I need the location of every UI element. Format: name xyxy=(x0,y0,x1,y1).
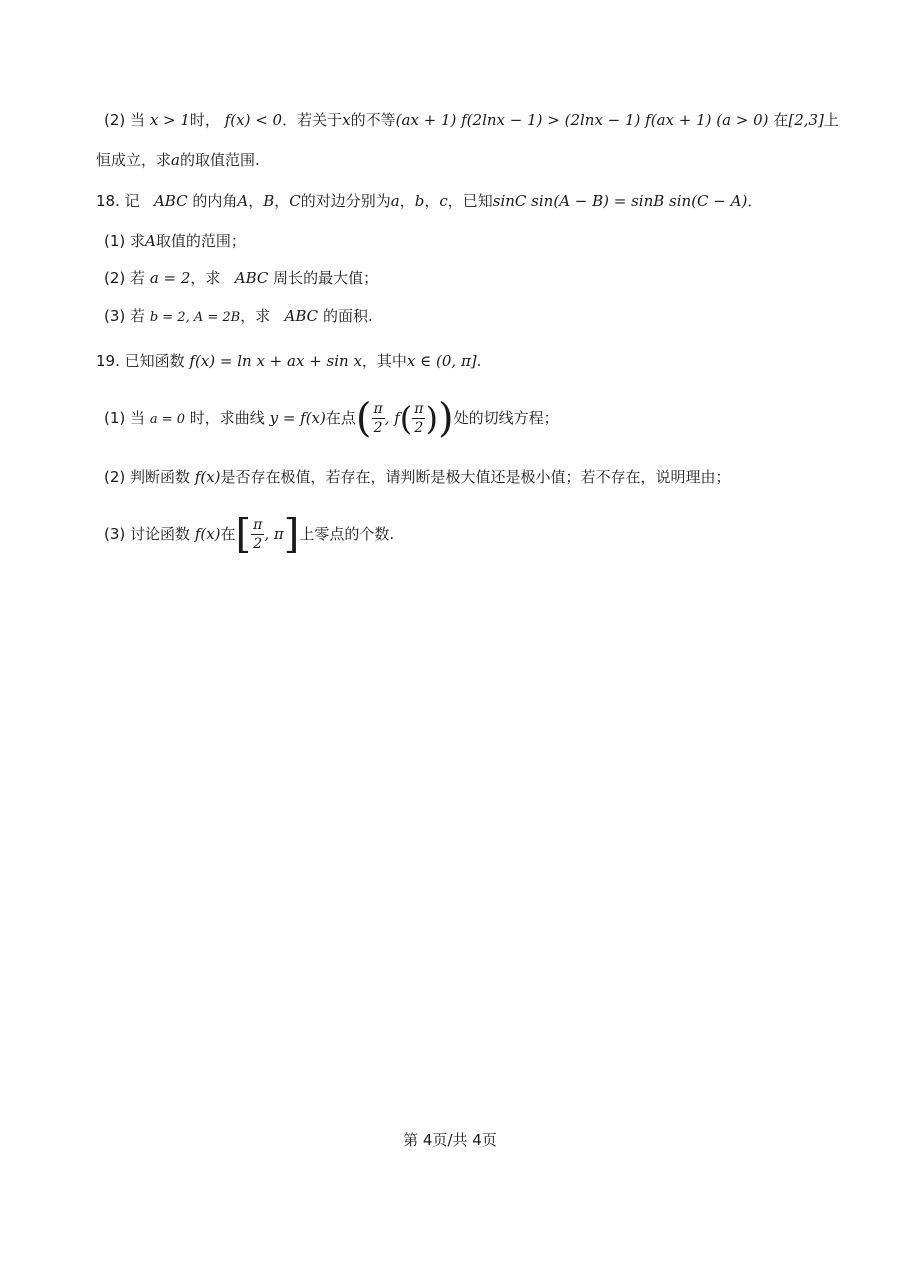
q18-part1 xyxy=(104,229,860,253)
pi: , π xyxy=(264,525,284,543)
text: (1) 求 xyxy=(104,232,146,250)
var-x: x xyxy=(342,111,351,129)
var: A xyxy=(237,192,249,210)
text: (3) 若 xyxy=(104,307,146,325)
text: (2) 若 xyxy=(104,269,146,287)
bracket-close: ] xyxy=(283,511,300,558)
page-footer: 第 4页/共 4页 xyxy=(403,1131,497,1149)
var: B xyxy=(263,192,275,210)
paren-close: ) xyxy=(437,395,454,442)
q17-f-condition: f(x) < 0 xyxy=(224,111,283,129)
text: 周长的最大值； xyxy=(273,269,379,287)
text: ．若关于 xyxy=(282,111,343,129)
text: ， xyxy=(399,192,415,210)
text: 在 xyxy=(773,111,789,129)
var: c xyxy=(439,192,448,210)
text: 在 xyxy=(220,525,236,543)
var: C xyxy=(289,192,301,210)
text: 的不等 xyxy=(350,111,396,129)
denominator: 2 xyxy=(414,420,424,436)
q18-stem xyxy=(96,189,860,213)
paren-open: ( xyxy=(355,395,372,442)
text: ，求 xyxy=(190,269,221,287)
triangle: ABC xyxy=(153,192,188,210)
q17-inequality: (ax + 1) f(2lnx − 1) > (2lnx − 1) f(ax + 1) (a > 0) xyxy=(395,111,769,129)
text: ，其中 xyxy=(361,352,407,370)
q19-part1 xyxy=(104,396,860,444)
text: (3) 讨论函数 xyxy=(104,525,191,543)
text: 的内角 xyxy=(192,192,238,210)
triangle: ABC xyxy=(284,307,319,325)
paren-close-inner: ) xyxy=(425,399,438,438)
q17-part2-line1 xyxy=(104,108,860,132)
text: 上零点的个数. xyxy=(299,525,395,543)
q17-condition: x > 1 xyxy=(149,111,190,129)
q19-function: f(x) = ln x + ax + sin x xyxy=(189,352,362,370)
q19-part2 xyxy=(104,465,860,489)
curve: y = f(x) xyxy=(269,409,326,427)
text: ， xyxy=(274,192,290,210)
text: 时，求曲线 xyxy=(189,409,265,427)
numerator: π xyxy=(373,401,383,417)
paren-open-inner: ( xyxy=(399,399,413,438)
text: ， xyxy=(424,192,440,210)
text: 恒成立，求 xyxy=(96,151,172,169)
denominator: 2 xyxy=(373,420,383,436)
numerator: π xyxy=(253,517,263,533)
text: 在点 xyxy=(325,409,356,427)
condition: a = 2 xyxy=(149,269,191,287)
numerator: π xyxy=(414,401,424,417)
text: ，已知 xyxy=(447,192,493,210)
q19-part3 xyxy=(104,512,860,560)
q18-part3 xyxy=(104,304,860,330)
text: 处的切线方程； xyxy=(453,409,559,427)
fraction-pi-over-2-inner xyxy=(412,400,425,437)
f: , f xyxy=(384,409,400,427)
text: ． xyxy=(747,192,763,210)
f: f(x) xyxy=(194,525,221,543)
text: (2) 判断函数 xyxy=(104,468,191,486)
q17-part2-line2 xyxy=(96,148,860,172)
denominator: 2 xyxy=(253,536,263,552)
q19-label: 19. 已知函数 xyxy=(96,352,185,370)
triangle: ABC xyxy=(234,269,269,287)
text: 的面积. xyxy=(322,307,373,325)
text: (1) 当 xyxy=(104,409,146,427)
text: 是否存在极值，若存在，请判断是极大值还是极小值；若不存在，说明理由； xyxy=(220,468,731,486)
text: 取值的范围； xyxy=(155,232,246,250)
var: b xyxy=(414,192,425,210)
text: 的取值范围. xyxy=(179,151,260,169)
q18-equation: sinC sin(A − B) = sinB sin(C − A) xyxy=(492,192,748,210)
text: ，求 xyxy=(240,307,271,325)
var-a: a xyxy=(171,151,180,169)
var: a xyxy=(390,192,400,210)
q19-domain: x ∈ (0, π] xyxy=(406,352,477,370)
text: 时， xyxy=(189,111,220,129)
condition: a = 0 xyxy=(149,412,185,427)
bracket-open: [ xyxy=(235,511,252,558)
q17-part2-label: (2) 当 xyxy=(104,111,146,129)
q18-part2 xyxy=(104,266,860,290)
q19-stem xyxy=(96,349,860,373)
text: ， xyxy=(248,192,264,210)
condition: b = 2, A = 2B xyxy=(149,310,241,325)
text: 上 xyxy=(823,111,839,129)
text: 的对边分别为 xyxy=(300,192,391,210)
var: A xyxy=(145,232,156,250)
q18-label: 18. 记 xyxy=(96,192,140,210)
fraction-pi-over-2 xyxy=(372,400,385,437)
text: . xyxy=(476,352,482,370)
f: f(x) xyxy=(194,468,221,486)
fraction-pi-over-2 xyxy=(251,516,264,553)
q17-interval: [2,3] xyxy=(788,111,824,129)
